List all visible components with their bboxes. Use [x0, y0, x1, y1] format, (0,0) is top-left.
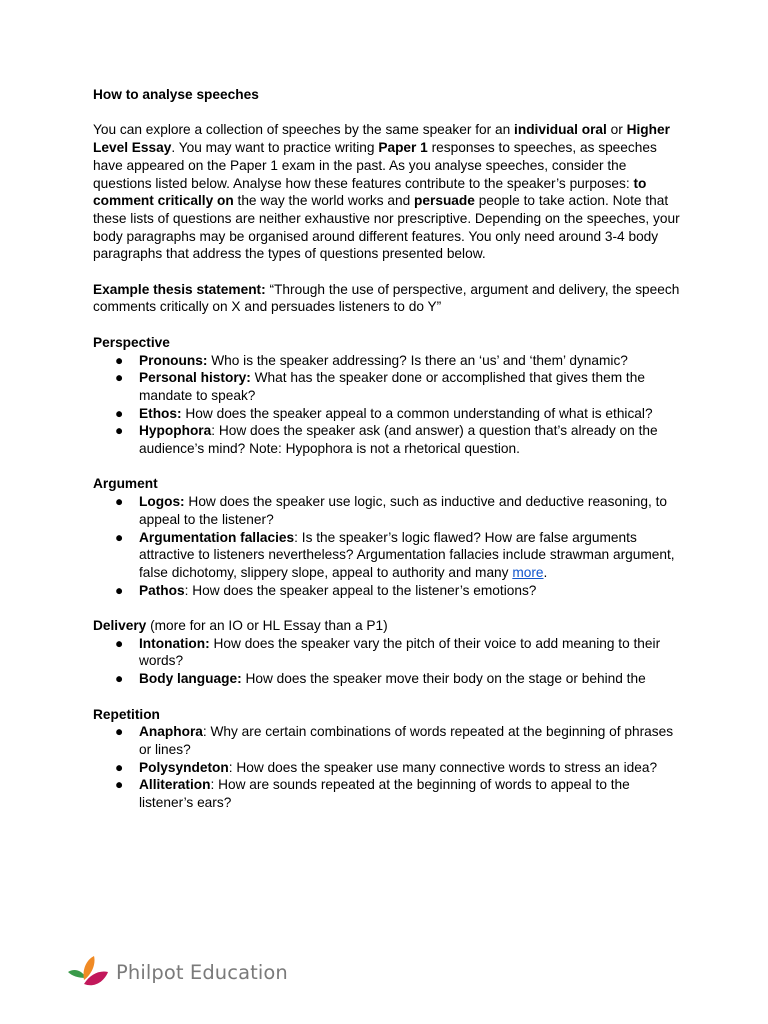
item-term: Polysyndeton	[139, 759, 229, 775]
item-term: Ethos:	[139, 405, 182, 421]
item-term: Argumentation fallacies	[139, 529, 295, 545]
intro-bold: to comment critically on	[93, 175, 647, 209]
intro-bold: individual oral	[514, 122, 607, 138]
intro-text: people to take action. Note that these lists of questions are neither exhaustive nor prescriptive. Depending on the speeches, your body paragraphs may be organised around different features. You only need around 3-4 body paragraphs that address the types of questions presented below.	[93, 193, 680, 262]
item-text: : Is the speaker’s logic flawed? How are false arguments attractive to listeners nevertheless? Argumentation fallacies include strawman argument, false dichotomy, slippery slope, appeal to authority and many	[139, 529, 675, 580]
intro-bold: persuade	[414, 193, 475, 209]
item-text: How does the speaker appeal to a common understanding of what is ethical?	[181, 405, 653, 421]
repetition-list	[93, 723, 683, 812]
item-text: How does the speaker move their body on the stage or behind the	[241, 671, 646, 687]
list-item	[93, 405, 683, 423]
intro-text: the way the world works and	[233, 193, 415, 209]
list-item	[93, 369, 683, 404]
item-term: Logos:	[139, 494, 185, 510]
argument-list	[93, 493, 683, 599]
heading-note: (more for an IO or HL Essay than a P1)	[146, 618, 388, 634]
list-item	[93, 352, 683, 370]
item-text: : How does the speaker ask (and answer) a question that’s already on the audience’s mind? Note: Hypophora is not a rhetorical question.	[139, 423, 658, 457]
bullet-icon: ●	[115, 405, 124, 421]
footer-brand	[64, 953, 288, 993]
bullet-icon: ●	[115, 671, 124, 687]
intro-text: responses to speeches, as speeches have appeared on the Paper 1 exam in the past. As you analyse speeches, consider the questions listed below. Analyse how these features contribute to the speaker’s purposes:	[93, 140, 657, 191]
brand-name: Philpot Education	[116, 961, 288, 985]
item-text: : How does the speaker use many connective words to stress an idea?	[228, 759, 658, 775]
intro-bold: Paper 1	[378, 140, 428, 156]
bullet-icon: ●	[115, 724, 124, 740]
section-heading-perspective: Perspective	[93, 334, 170, 350]
item-term: Pathos	[139, 582, 185, 598]
item-term: Anaphora	[139, 724, 203, 740]
list-item	[93, 635, 683, 670]
more-link[interactable]: more	[512, 564, 544, 580]
item-term: Body language:	[139, 671, 242, 687]
bullet-icon: ●	[115, 777, 124, 793]
thesis-label: Example thesis statement:	[93, 281, 266, 297]
thesis-text: “Through the use of perspective, argument and delivery, the speech comments critically on X and persuades listeners to do Y”	[93, 281, 680, 315]
section-heading-delivery	[93, 617, 683, 635]
bullet-icon: ●	[115, 423, 124, 439]
list-item	[93, 493, 683, 528]
list-item	[93, 776, 683, 811]
intro-paragraph	[93, 121, 683, 263]
bullet-icon: ●	[115, 635, 124, 651]
item-term: Pronouns:	[139, 352, 208, 368]
page-title: How to analyse speeches	[93, 87, 259, 102]
leaf-logo-icon	[64, 954, 110, 992]
item-text: Who is the speaker addressing? Is there an ‘us’ and ‘them’ dynamic?	[207, 352, 628, 368]
item-text: How does the speaker vary the pitch of their voice to add meaning to their words?	[139, 635, 661, 669]
list-item	[93, 422, 683, 457]
list-item	[93, 759, 683, 777]
bullet-icon: ●	[115, 370, 124, 386]
bullet-icon: ●	[115, 352, 124, 368]
section-heading-argument: Argument	[93, 476, 158, 492]
item-text: How does the speaker use logic, such as inductive and deductive reasoning, to appeal to the listener?	[139, 494, 668, 527]
item-term: Personal history:	[139, 370, 251, 386]
intro-text: . You may want to practice writing	[171, 140, 379, 156]
item-term: Hypophora	[139, 423, 212, 439]
list-item	[93, 723, 683, 758]
item-text: What has the speaker done or accomplished that gives them the mandate to speak?	[139, 370, 645, 403]
intro-bold: Higher Level Essay	[93, 122, 670, 156]
delivery-list	[93, 635, 683, 688]
bullet-icon: ●	[115, 759, 124, 775]
bullet-icon: ●	[115, 529, 124, 545]
thesis-paragraph	[93, 281, 683, 316]
bullet-icon: ●	[115, 582, 124, 598]
intro-text: or	[606, 122, 627, 138]
perspective-list	[93, 352, 683, 458]
item-text: : Why are certain combinations of words repeated at the beginning of phrases or lines?	[139, 724, 674, 757]
heading-text: Delivery	[93, 618, 147, 634]
bullet-icon: ●	[115, 494, 124, 510]
intro-text: You can explore a collection of speeches by the same speaker for an	[93, 122, 515, 138]
list-item	[93, 582, 683, 600]
list-item	[93, 529, 683, 582]
list-item	[93, 670, 683, 688]
section-heading-repetition: Repetition	[93, 706, 160, 722]
item-text: : How are sounds repeated at the beginning of words to appeal to the listener’s ears?	[139, 777, 630, 811]
item-term: Alliteration	[139, 777, 211, 793]
item-term: Intonation:	[139, 635, 210, 651]
item-text: : How does the speaker appeal to the listener’s emotions?	[184, 582, 537, 598]
document-page	[93, 86, 683, 829]
item-text: .	[543, 564, 548, 580]
